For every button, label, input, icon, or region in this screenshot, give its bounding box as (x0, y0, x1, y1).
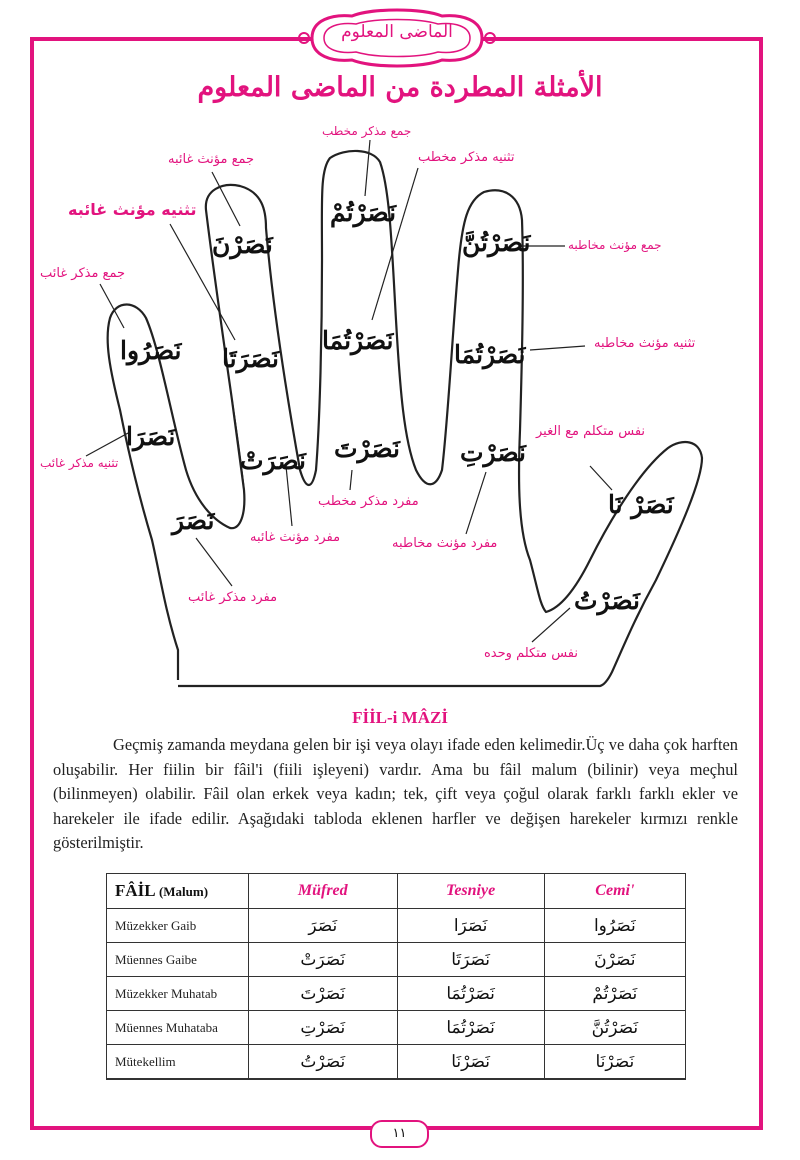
row-label: Müzekker Muhatab (107, 977, 249, 1011)
label-mufrad-muan-gaibe: مفرد مؤنث غائبه (250, 530, 341, 545)
table-cell: نَصَرْتُمْ (544, 977, 685, 1011)
table-cell: نَصَرْتُمَا (397, 1011, 544, 1045)
table-row (107, 909, 686, 943)
verb-nasarti: نَصَرْتِ (460, 438, 526, 467)
table-row (107, 977, 686, 1011)
label-nafs-mutakallim-wahdah: نفس متكلم وحده (484, 646, 579, 661)
row-label: Müzekker Gaib (107, 909, 249, 943)
label-mufrad-muz-muhatab: مفرد مذكر مخطب (318, 494, 419, 509)
table-header-mufred: Müfred (249, 874, 398, 909)
verb-nasaru: نَصَرُوا (120, 336, 182, 365)
header-main-text: FÂİL (115, 881, 155, 900)
verb-nasarna-we: نَصَرْ نَا (608, 490, 674, 519)
row-label: Mütekellim (107, 1045, 249, 1080)
label-nafs-mutakallim-maal-gayr: نفس متكلم مع الغير (536, 424, 646, 439)
label-tasniye-muz-muhatab: تثنيه مذكر مخطب (418, 150, 515, 165)
table-cell: نَصَرْنَا (544, 1045, 685, 1080)
label-tasniye-muz-gaib: تثنيه مذكر غائب (40, 456, 119, 470)
verb-nasara: نَصَرَ (172, 506, 215, 535)
table-cell: نَصَرَا (397, 909, 544, 943)
label-tasniye-muan-muhatabe: تثنيه مؤنث مخاطبه (594, 336, 696, 351)
table-cell: نَصَرُوا (544, 909, 685, 943)
label-jam-muz-muhatab: جمع مذكر مخطب (322, 124, 412, 138)
intro-paragraph: Geçmiş zamanda meydana gelen bir işi veya olayı ifade eden kelimedir.Üç ve daha çok harften oluşabilir. Her fiilin bir fâil'i (fiili işleyeni) vardır. Ama bu fâil malum (bilinir) veya meçhul (bilinmeyen) olabilir. Fâil olan erkek veya kadın; tek, çift veya çoğul olarak farklı farklı ekler ve harekeler ile ifade edilir. Aşağıdaki tabloda eklenen harfler ve değişen harekeler kırmızı renkle gösterilmiştir. (53, 735, 738, 853)
table-header-fail (107, 874, 249, 909)
verb-nasarat: نَصَرَتْ (240, 446, 306, 475)
label-jam-muz-gaib: جمع مذكر غائب (40, 266, 126, 281)
table-cell: نَصَرْنَ (544, 943, 685, 977)
verb-nasarna: نَصَرْنَ (212, 230, 273, 259)
page-number: ١١ (370, 1120, 429, 1148)
header-sub-text: (Malum) (158, 884, 209, 899)
label-jam-muan-gaibe: جمع مؤنث غائبه (168, 152, 255, 167)
verb-nasartuma-ring: نَصَرْتُمَا (454, 340, 526, 369)
header-title: الماضى المعلوم (341, 22, 453, 42)
table-header-tesniye: Tesniye (397, 874, 544, 909)
table-cell: نَصَرْتُنَّ (544, 1011, 685, 1045)
table-header-cemi: Cemi' (544, 874, 685, 909)
page-title: الأمثلة المطردة من الماضى المعلوم (197, 72, 603, 103)
table-row (107, 943, 686, 977)
label-mufrad-muan-muhatabe: مفرد مؤنث مخاطبه (392, 536, 498, 551)
table-cell: نَصَرْتِ (249, 1011, 398, 1045)
table-cell: نَصَرْتَ (249, 977, 398, 1011)
row-label: Müennes Gaibe (107, 943, 249, 977)
verb-nasartum: نَصَرْتُمْ (330, 198, 397, 227)
table-cell: نَصَرَتْ (249, 943, 398, 977)
label-tasniye-muan-gaibe: تثنيه مؤنث غائبه (68, 200, 197, 219)
verb-nasara-dual: نَصَرَا (126, 422, 176, 451)
conjugation-table (106, 873, 686, 1080)
label-mufrad-muz-gaib: مفرد مذكر غائب (188, 590, 278, 605)
verb-nasarata: نَصَرَتَا (222, 344, 280, 373)
finger-gap-line (232, 400, 244, 490)
table-header-row (107, 874, 686, 909)
table-cell: نَصَرْتُ (249, 1045, 398, 1080)
section-title: FİİL-i MÂZİ (352, 708, 448, 727)
row-label: Müennes Muhataba (107, 1011, 249, 1045)
table-cell: نَصَرْتُمَا (397, 977, 544, 1011)
verb-nasarta: نَصَرْتَ (334, 434, 400, 463)
label-jam-muan-muhatabe: جمع مؤنث مخاطبه (568, 238, 662, 252)
table-cell: نَصَرَتَا (397, 943, 544, 977)
verb-nasartuma-middle: نَصَرْتُمَا (322, 326, 394, 355)
table-row (107, 1045, 686, 1080)
table-cell: نَصَرَ (249, 909, 398, 943)
verb-nasartu: نَصَرْتُ (574, 586, 640, 615)
table-cell: نَصَرْنَا (397, 1045, 544, 1080)
table-row (107, 1011, 686, 1045)
verb-nasartunna: نَصَرْتُنَّ (462, 228, 531, 257)
